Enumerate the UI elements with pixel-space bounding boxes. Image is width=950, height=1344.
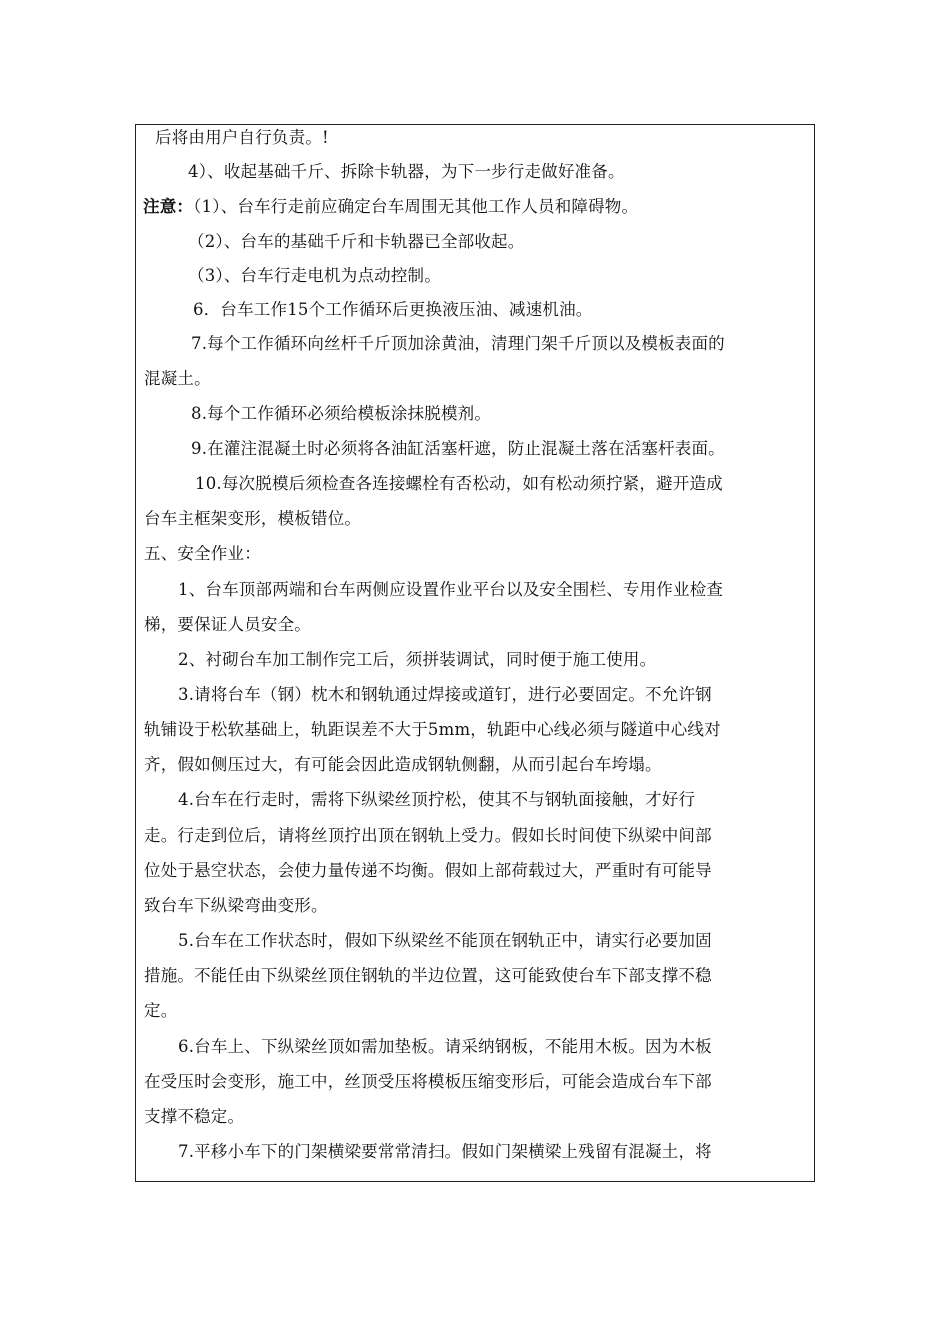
text-line: 4.台车在行走时，需将下纵梁丝顶拧松，使其不与钢轨面接触，才好行 [178, 790, 696, 809]
text-line: 位处于悬空状态，会使力量传递不均衡。假如上部荷载过大，严重时有可能导 [144, 861, 712, 880]
text-line: 3.请将台车（钢）枕木和钢轨通过焊接或道钉，进行必要固定。不允许钢 [178, 685, 712, 704]
text-line: 支撑不稳定。 [144, 1107, 245, 1126]
text-line: 4）、收起基础千斤、拆除卡轨器，为下一步行走做好准备。 [188, 162, 625, 181]
text-line: 轨铺设于松软基础上，轨距误差不大于5mm，轨距中心线必须与隧道中心线对 [144, 720, 721, 739]
text-line: 措施。不能任由下纵梁丝顶住钢轨的半边位置，这可能致使台车下部支撑不稳 [144, 966, 712, 985]
note-label: 注意： [143, 197, 194, 216]
text-line: （2）、台车的基础千斤和卡轨器已全部收起。 [188, 232, 525, 251]
text-line: 在受压时会变形，施工中，丝顶受压将模板压缩变形后，可能会造成台车下部 [144, 1072, 712, 1091]
text-line: 定。 [144, 1001, 178, 1020]
text-line: 6.台车上、下纵梁丝顶如需加垫板。请采纳钢板，不能用木板。因为木板 [178, 1037, 712, 1056]
text-line: 1、台车顶部两端和台车两侧应设置作业平台以及安全围栏、专用作业检查 [178, 580, 724, 599]
text-line: 后将由用户自行负责。! [155, 128, 329, 147]
text-line: 7.平移小车下的门架横梁要常常清扫。假如门架横梁上残留有混凝土，将 [178, 1142, 712, 1161]
text-line: （3）、台车行走电机为点动控制。 [188, 266, 441, 285]
text-line: 梯，要保证人员安全。 [144, 615, 311, 634]
text-line: 台车主框架变形，模板错位。 [144, 509, 362, 528]
text-line: 混凝土。 [144, 369, 211, 388]
text-line: 走。行走到位后，请将丝顶拧出顶在钢轨上受力。假如长时间使下纵梁中间部 [144, 826, 712, 845]
text-line: 10.每次脱模后须检查各连接螺栓有否松动，如有松动须拧紧，避开造成 [195, 474, 723, 493]
text-line: 7.每个工作循环向丝杆千斤顶加涂黄油，清理门架千斤顶以及模板表面的 [191, 334, 725, 353]
text-line: 8.每个工作循环必须给模板涂抹脱模剂。 [191, 404, 492, 423]
text-line: 6．台车工作15个工作循环后更换液压油、减速机油。 [193, 300, 593, 319]
note-line [143, 197, 638, 217]
text-line: 2、衬砌台车加工制作完工后，须拼装调试，同时便于施工使用。 [178, 650, 657, 669]
section-heading: 五、安全作业： [144, 544, 261, 563]
text-line: 致台车下纵梁弯曲变形。 [144, 896, 328, 915]
text-line: 齐，假如侧压过大，有可能会因此造成钢轨侧翻，从而引起台车垮塌。 [144, 755, 662, 774]
text-line: 9.在灌注混凝土时必须将各油缸活塞杆遮，防止混凝土落在活塞杆表面。 [191, 439, 725, 458]
note-text: （1）、台车行走前应确定台车周围无其他工作人员和障碍物。 [193, 197, 639, 216]
text-line: 5.台车在工作状态时，假如下纵梁丝不能顶在钢轨正中，请实行必要加固 [178, 931, 712, 950]
